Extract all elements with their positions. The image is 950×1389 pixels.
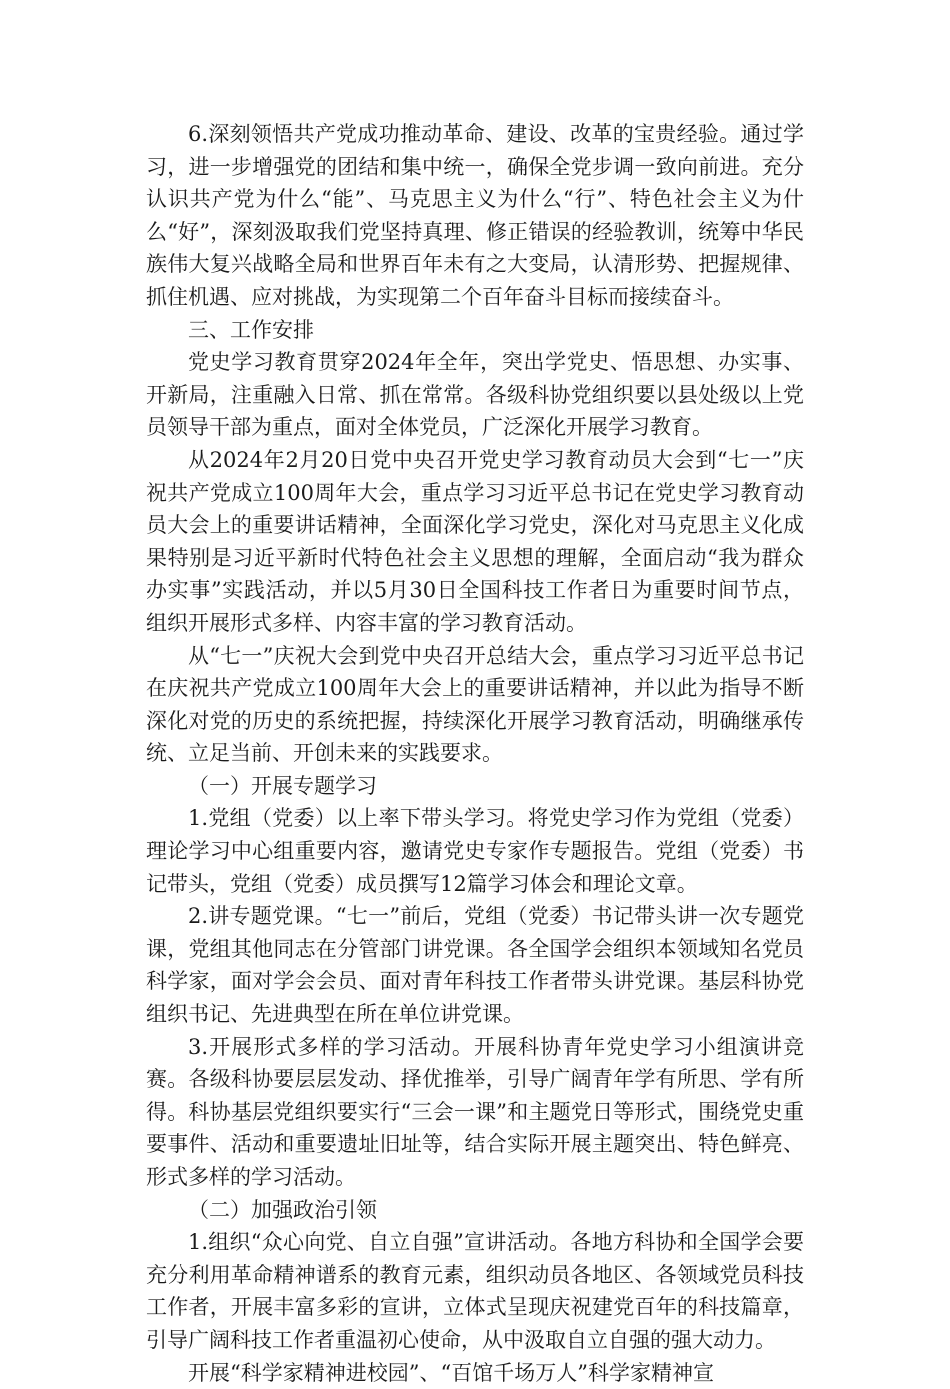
paragraph-9: 3.开展形式多样的学习活动。开展科协青年党史学习小组演讲竞赛。各级科协要层层发动、择优推举，引导广阔青年学有所思、学有所得。科协基层党组织要实行“三会一课”和主题党日等形式，围绕党史重要事件、活动和重要遗址旧址等，结合实际开展主题突出、特色鲜亮、形式多样的学习活动。: [146, 1034, 804, 1189]
paragraph-3: 党史学习教育贯穿2024年全年，突出学党史、悟思想、办实事、开新局，注重融入日常、抓在常常。各级科协党组织要以县处级以上党员领导干部为重点，面对全体党员，广泛深化开展学习教育。: [146, 350, 804, 440]
paragraph-7: 1.党组（党委）以上率下带头学习。将党史学习作为党组（党委）理论学习中心组重要内容，邀请党史专家作专题报告。党组（党委）书记带头，党组（党委）成员撰写12篇学习体会和理论文章。: [146, 806, 804, 896]
paragraph-12: 开展“科学家精神进校园”、“百馆千场万人”科学家精神宣: [188, 1360, 714, 1385]
paragraph-1: 6.深刻领悟共产党成功推动革命、建设、改革的宝贵经验。通过学习，进一步增强党的团结和集中统一，确保全党步调一致向前进。充分认识共产党为什么“能”、马克思主义为什么“行”、特色社会主义为什么“好”，深刻汲取我们党坚持真理、修正错误的经验教训，统筹中华民族伟大复兴战略全局和世界百年未有之大变局，认清形势、把握规律、抓住机遇、应对挑战，为实现第二个百年奋斗目标而接续奋斗。: [146, 122, 804, 309]
paragraph-8: 2.讲专题党课。“七一”前后，党组（党委）书记带头讲一次专题党课，党组其他同志在分管部门讲党课。各全国学会组织本领域知名党员科学家，面对学会会员、面对青年科技工作者带头讲党课。基层科协党组织书记、先进典型在所在单位讲党课。: [146, 904, 804, 1027]
subheading-special-study: （一）开展专题学习: [188, 773, 377, 798]
document-page: [146, 118, 804, 1389]
paragraph-5: 从“七一”庆祝大会到党中央召开总结大会，重点学习习近平总书记在庆祝共产党成立100周年大会上的重要讲话精神，并以此为指导不断深化对党的历史的系统把握，持续深化开展学习教育活动，明确继承传统、立足当前、开创未来的实践要求。: [146, 643, 804, 766]
paragraph-4: 从2024年2月20日党中央召开党史学习教育动员大会到“七一”庆祝共产党成立100周年大会，重点学习习近平总书记在党史学习教育动员大会上的重要讲话精神，全面深化学习党史，深化对马克思主义化成果特别是习近平新时代特色社会主义思想的理解，全面启动“我为群众办实事”实践活动，并以5月30日全国科技工作者日为重要时间节点，组织开展形式多样、内容丰富的学习教育活动。: [146, 447, 804, 635]
paragraph-11: 1.组织“众心向党、自立自强”宣讲活动。各地方科协和全国学会要充分利用革命精神谱系的教育元素，组织动员各地区、各领域党员科技工作者，开展丰富多彩的宣讲，立体式呈现庆祝建党百年的科技篇章，引导广阔科技工作者重温初心使命，从中汲取自立自强的强大动力。: [146, 1230, 804, 1352]
section-heading-work-arrangement: 三、工作安排: [188, 317, 314, 342]
subheading-political-guidance: （二）加强政治引领: [188, 1197, 377, 1222]
